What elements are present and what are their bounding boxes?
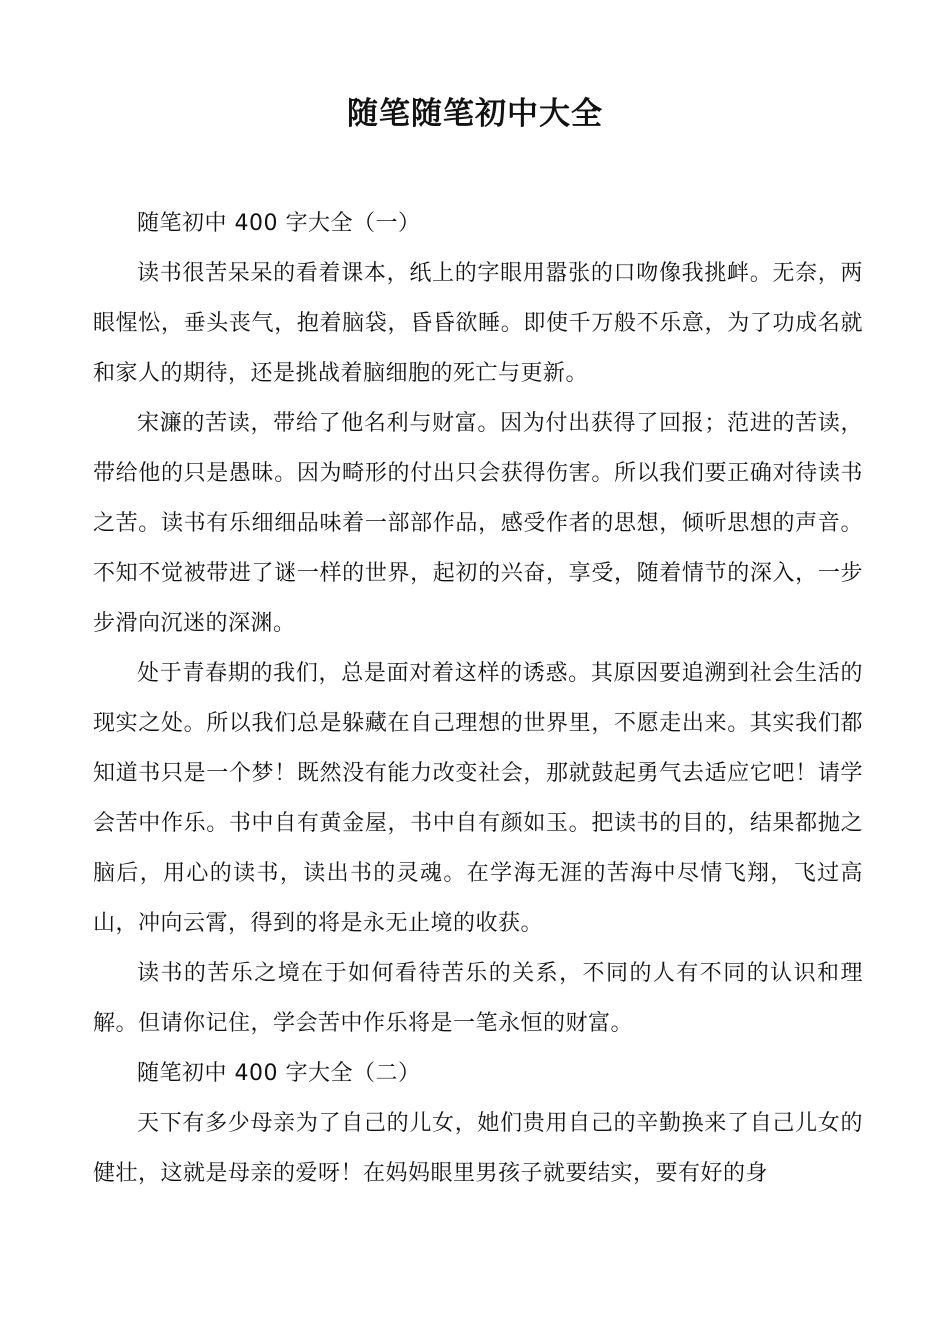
paragraph: 读书很苦呆呆的看着课本，纸上的字眼用嚣张的口吻像我挑衅。无奈，两眼惺忪，垂头丧气，抱着脑袋，昏昏欲睡。即使千万般不乐意，为了功成名就和家人的期待，还是挑战着脑细胞的死亡与更新。 — [93, 261, 863, 386]
page-title: 随笔随笔初中大全 — [347, 96, 603, 132]
paragraph: 处于青春期的我们，总是面对着这样的诱惑。其原因要追溯到社会生活的现实之处。所以我们总是躲藏在自己理想的世界里，不愿走出来。其实我们都知道书只是一个梦！既然没有能力改变社会，那就鼓起勇气去适应它吧！请学会苦中作乐。书中自有黄金屋，书中自有颜如玉。把读书的目的，结果都抛之脑后，用心的读书，读出书的灵魂。在学海无涯的苦海中尽情飞翔，飞过高山，冲向云霄，得到的将是永无止境的收获。 — [93, 661, 863, 936]
section-heading-1: 随笔初中 400 字大全（一） — [137, 211, 421, 236]
section-heading-2: 随笔初中 400 字大全（二） — [137, 1061, 421, 1086]
paragraph: 读书的苦乐之境在于如何看待苦乐的关系，不同的人有不同的认识和理解。但请你记住，学会苦中作乐将是一笔永恒的财富。 — [93, 961, 863, 1036]
paragraph: 天下有多少母亲为了自己的儿女，她们贵用自己的辛勤换来了自己儿女的健壮，这就是母亲的爱呀！在妈妈眼里男孩子就要结实，要有好的身 — [93, 1111, 863, 1186]
document-body — [93, 199, 863, 1199]
paragraph: 宋濂的苦读，带给了他名利与财富。因为付出获得了回报；范进的苦读，带给他的只是愚昧。因为畸形的付出只会获得伤害。所以我们要正确对待读书之苦。读书有乐细细品味着一部部作品，感受作者的思想，倾听思想的声音。不知不觉被带进了谜一样的世界，起初的兴奋，享受，随着情节的深入，一步步滑向沉迷的深渊。 — [93, 411, 863, 636]
